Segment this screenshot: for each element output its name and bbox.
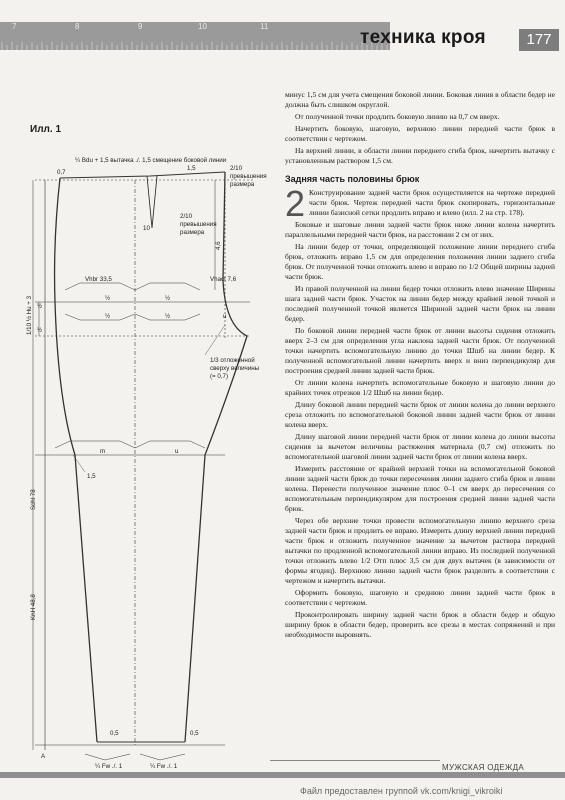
label-half-6: ½ — [165, 313, 171, 320]
label-schl: Schl 78 — [30, 489, 37, 510]
label-side-formula: 1/10 ½ Hu + 3 — [26, 295, 33, 335]
hem-bracket-left — [85, 754, 130, 760]
label-210-a: 2/10 — [230, 165, 243, 172]
label-210-b: 2/10 — [180, 213, 193, 220]
label-third-3: (= 0,7) — [210, 373, 229, 380]
label-fw-left: ¼ Fw ./. 1 — [95, 763, 123, 770]
knee-bracket — [55, 441, 205, 448]
label-15-top: 1,5 — [187, 165, 196, 172]
paragraph-dropcap — [285, 183, 555, 224]
label-210-a-sub1: превышения — [230, 173, 267, 180]
label-46: 4,6 — [215, 241, 222, 250]
label-05-left: 0,5 — [110, 730, 119, 737]
page-header-title: техника кроя — [360, 27, 486, 48]
page-number: 177 — [519, 29, 559, 51]
waist-line — [60, 172, 225, 178]
paragraph: Длину боковой линии передней части брюк от линии колена до линии верхнего среза отложить по вспомогательной боковой линии задней части брюк от линии колена вверх. — [285, 400, 555, 429]
trouser-pattern-drawing — [25, 150, 270, 770]
ruler-numbers — [0, 22, 390, 32]
drop-cap: 2 — [285, 183, 306, 224]
label-half-4: ½ — [165, 295, 171, 302]
label-top-formula: ¼ Вdu + 1,5 вытачка ./. 1,5 смещение боковой линии — [75, 157, 227, 164]
paragraph: Начертить боковую, шаговую, верхнюю линии передней части брюк в соответствии с чертежом. — [285, 124, 555, 143]
inseam-line — [185, 172, 247, 742]
section-heading: Задняя часть половины брюк — [285, 174, 420, 184]
pointer-line-15 — [73, 455, 85, 472]
paragraph-text: Конструирование задней части брюк осуществляется на чертеже передней части брюк. Чертеж передней части брюк скопировать, горизонтальные линии базисной сетки продлить вправо и влево (илл. 2 на стр. 178). — [309, 188, 555, 217]
paragraph: минус 1,5 см для учета смещения боковой линии. Боковая линия в области бедер не должна быть слишком округлой. — [285, 90, 555, 109]
hip-bracket-lower — [65, 314, 200, 320]
label-vhbr: Vhbr 33,5 — [85, 276, 112, 283]
ruler-number: 10 — [198, 22, 207, 31]
paragraph: Из правой полученной на линии бедер точки отложить влево значение Ширины шага задней части брюк. Участок на линии бедер между крайней левой точкой и последней полученной точкой является Шириной задней части брюк на линии бедер. — [285, 284, 555, 323]
front-dart — [147, 176, 157, 228]
label-07: 0,7 — [57, 169, 66, 176]
side-seam — [55, 178, 97, 742]
paragraph: Через обе верхние точки провести вспомогательную линию верхнего среза задней части брюк и продлить ее вправо. Измерить длину верхней линии передней части брюк и отложить полученное значение за вычетом раствора передней вытачки по продленной вспомогательной линии вправо. Из последней полученной точки отложить влево 1/2 Отп плюс 3,5 см для двух вытачек (в зависимости от формы ягодиц). Верхнюю линию задней части брюк разделить в соответствии с чертежом и начертить вытачки. — [285, 516, 555, 585]
label-half-1: ½ — [37, 303, 43, 310]
paragraph: По боковой линии передней части брюк от линии высоты сидения отложить вверх 2–3 см для определения угла наклона задней части брюк. От полученной точки начертить вспомогательную линию до точки Шшб на линии бедер. К полученной вспомогательной линии начертить вверх и вниз перпендикуляр для построения средней линии задней части брюк. — [285, 326, 555, 375]
hip-bracket — [65, 283, 200, 290]
paragraph: Длину шаговой линии передней части брюк от линии колена до линии высоты сидения за вычетом величины растяжения материала (0,7 см) отложить по вспомогательной шаговой линии задней части брюк от линии колена вверх. — [285, 432, 555, 461]
pointer-line — [205, 325, 225, 355]
label-knh: KnH 48,8 — [30, 594, 37, 620]
label-third-2: сверху величины — [210, 365, 260, 372]
ruler-number: 8 — [75, 22, 80, 31]
label-vhact: Vhact 7,6 — [210, 276, 237, 283]
label-point-a: A — [41, 753, 46, 760]
footer-rule — [270, 760, 440, 761]
ruler-number: 11 — [260, 22, 269, 31]
label-third-1: 1/3 отложенной — [210, 357, 255, 364]
paragraph: От линии колена начертить вспомогательные боковую и шаговую линии до крайних точек отрезков 1/2 Шшб на линии бедер. — [285, 378, 555, 397]
label-fw-right: ¼ Fw ./. 1 — [150, 763, 178, 770]
label-210-b-sub1: превышения — [180, 221, 217, 228]
label-half-5: ½ — [105, 313, 111, 320]
label-210-a-sub2: размера — [230, 181, 255, 188]
label-210-b-sub2: размера — [180, 229, 205, 236]
paragraph: На линии бедер от точки, определяющей положение линии переднего сгиба брюк, отложить вправо 1,5 см для определения положения линии заднего сгиба брюк. От полученной точки отложить влево и вправо по 1/2 Общей ширины задней части брюк. — [285, 242, 555, 281]
footer-bar — [0, 772, 565, 778]
label-u-hip: u — [223, 313, 227, 320]
hem-bracket-right — [140, 754, 185, 760]
label-u-knee: u — [175, 448, 179, 455]
ruler-number: 7 — [12, 22, 17, 31]
label-half-3: ½ — [105, 295, 111, 302]
ruler-ticks — [0, 40, 390, 50]
illustration-label: Илл. 1 — [30, 124, 62, 135]
paragraph: От полученной точки продлить боковую линию на 0,7 см вверх. — [295, 112, 500, 121]
label-05-right: 0,5 — [190, 730, 199, 737]
ruler-number: 9 — [138, 22, 143, 31]
footer-section-title: МУЖСКАЯ ОДЕЖДА — [442, 763, 524, 772]
paragraph: Боковые и шаговые линии задней части брюк ниже линии колена начертить параллельными передней части брюк, на расстоянии 2 см от них. — [285, 220, 555, 239]
label-10: 10 — [143, 225, 150, 232]
paragraph: Оформить боковую, шаговую и среднюю линии задней части брюк в соответствии с чертежом. — [285, 588, 555, 607]
article-text-column — [285, 90, 555, 642]
pattern-svg — [25, 150, 270, 770]
label-m: m — [100, 448, 106, 455]
watermark-text: Файл предоставлен группой vk.com/knigi_vikroiki — [300, 786, 503, 796]
label-15-mid: 1,5 — [87, 473, 96, 480]
paragraph: Проконтролировать ширину задней части брюк в области бедер и общую ширину брюк в области бедер, проверить все срезы в местах сопряжений и при необходимости выровнять. — [285, 610, 555, 639]
paragraph: Измерить расстояние от крайней верхней точки на вспомогательной боковой линии задней части брюк до точки пересечения линии заднего сгиба брюк и линии колена. Перенести полученное значение плюс 0–1 см вверх до пересечения со вспомогательным перпендикуляром для построения средней линии задней части брюк. — [285, 464, 555, 513]
label-half-2: ½ — [37, 327, 43, 334]
paragraph: На верхней линии, в области линии переднего сгиба брюк, начертить вытачку с установленным раствором 1,5 см. — [285, 146, 555, 165]
